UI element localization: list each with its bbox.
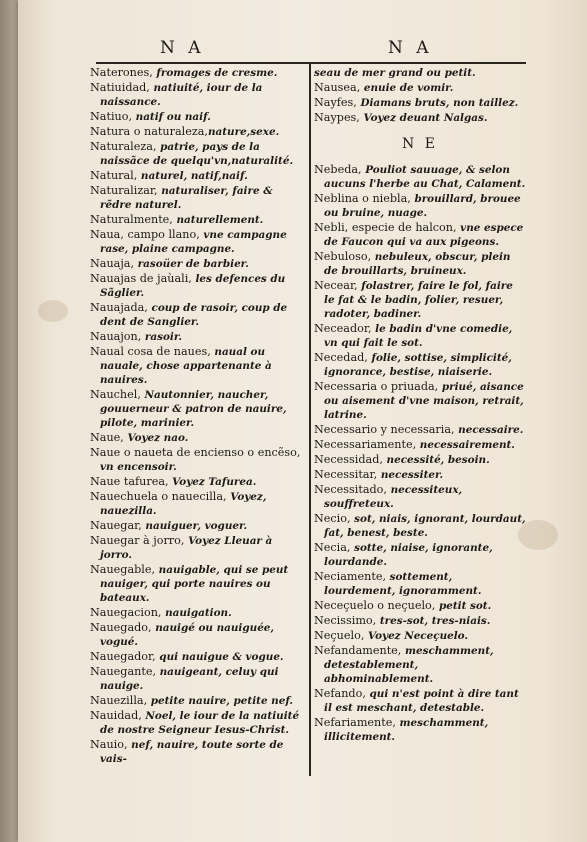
dictionary-entry	[90, 475, 302, 489]
dictionary-entry	[90, 490, 302, 518]
dictionary-entry	[314, 221, 526, 249]
entry-headword: Nefandamente,	[314, 644, 402, 657]
dictionary-entry	[314, 629, 526, 643]
entry-headword: Neblina o niebla,	[314, 192, 411, 205]
entry-headword: Necessariamente,	[314, 438, 417, 451]
entry-definition: nauigé ou nauiguée, vogué.	[100, 622, 275, 648]
entry-definition: brouillard, brouee ou bruine, nuage.	[324, 193, 521, 219]
entry-headword: Necio,	[314, 512, 351, 525]
dictionary-entry	[314, 644, 526, 686]
dictionary-entry	[90, 66, 302, 80]
dictionary-entry	[90, 694, 302, 708]
entry-definition: natiuité, iour de la naissance.	[100, 82, 263, 108]
dictionary-entry	[90, 665, 302, 693]
dictionary-entry	[90, 345, 302, 387]
header-right: N A	[388, 38, 433, 58]
entry-headword: Nauajon,	[90, 330, 142, 343]
entry-headword: Nauegable,	[90, 563, 156, 576]
dictionary-entry	[90, 257, 302, 271]
entry-headword: Nauegante,	[90, 665, 156, 678]
entry-definition: vn encensoir.	[100, 461, 177, 473]
entry-definition: folastrer, faire le fol, faire le fat & le badin, folier, resuer, radoter, badiner.	[324, 280, 513, 320]
dictionary-entry	[314, 66, 526, 80]
right-column	[314, 66, 526, 745]
entry-definition: Voyez Tafurea.	[168, 476, 257, 488]
entry-definition: petite nauire, petite nef.	[147, 695, 294, 707]
dictionary-entry	[90, 213, 302, 227]
entry-headword: Natiuo,	[90, 110, 133, 123]
entry-definition: rasoüer de barbier.	[134, 258, 249, 270]
entry-headword: Necessitar,	[314, 468, 378, 481]
entry-definition: Diamans bruts, non taillez.	[356, 97, 519, 109]
entry-definition: Noel, le iour de la natiuité de nostre Seigneur Iesus-Christ.	[100, 710, 300, 736]
dictionary-entry	[90, 301, 302, 329]
dictionary-entry	[90, 738, 302, 766]
entry-headword: Nefariamente,	[314, 716, 396, 729]
dictionary-entry	[90, 330, 302, 344]
dictionary-entry	[90, 388, 302, 430]
entry-definition: necessiteux, souffreteux.	[324, 484, 463, 510]
entry-definition: naturaliser, faire & rẽdre naturel.	[100, 185, 273, 211]
dictionary-entry	[90, 81, 302, 109]
dictionary-entry	[90, 606, 302, 620]
dictionary-entry	[314, 687, 526, 715]
entry-headword: Naypes,	[314, 111, 360, 124]
entry-headword: Nauegar,	[90, 519, 142, 532]
entry-headword: Nauajas de jaùali,	[90, 272, 192, 285]
paper-stain	[38, 300, 68, 322]
entry-headword: Natiuidad,	[90, 81, 150, 94]
entry-headword: Natural,	[90, 169, 138, 182]
entry-headword: Naterones,	[90, 66, 153, 79]
entry-headword: Nauegar à jorro,	[90, 534, 185, 547]
entry-headword: Neceçuelo o neçuelo,	[314, 599, 436, 612]
entry-definition: priué, aisance ou aisement d'vne maison, retrait, latrine.	[324, 381, 524, 421]
dictionary-entry	[90, 169, 302, 183]
entry-headword: Nauegacion,	[90, 606, 162, 619]
entry-headword: Nauegado,	[90, 621, 152, 634]
entry-definition: nauigation.	[161, 607, 232, 619]
dictionary-entry	[314, 192, 526, 220]
entry-definition: nature,sexe.	[207, 126, 280, 138]
dictionary-entry	[314, 96, 526, 110]
entry-definition: vne espece de Faucon qui va aux pigeons.	[324, 222, 524, 248]
dictionary-entry	[90, 519, 302, 533]
entry-definition: meschamment, detestablement, abhominablement.	[324, 645, 494, 685]
dictionary-entry	[314, 438, 526, 452]
entry-definition: necessiter.	[377, 469, 444, 481]
entry-headword: Nauidad,	[90, 709, 142, 722]
dictionary-entry	[314, 570, 526, 598]
entry-definition: fromages de cresme.	[152, 67, 278, 79]
entry-headword: Naue,	[90, 431, 124, 444]
entry-definition: nauiguer, voguer.	[141, 520, 248, 532]
dictionary-entry	[314, 351, 526, 379]
entry-headword: Necissimo,	[314, 614, 377, 627]
dictionary-entry	[314, 250, 526, 278]
dictionary-entry	[314, 541, 526, 569]
dictionary-entry	[314, 512, 526, 540]
dictionary-entry	[90, 228, 302, 256]
entry-definition: folie, sottise, simplicité, ignorance, bestise, niaiserie.	[324, 352, 512, 378]
entry-headword: Natura o naturaleza,	[90, 125, 208, 138]
entry-headword: Nauaja,	[90, 257, 135, 270]
entry-definition: qui n'est point à dire tant il est meschant, detestable.	[324, 688, 519, 714]
entry-definition: tres-sot, tres-niais.	[376, 615, 491, 627]
dictionary-entry	[314, 423, 526, 437]
entry-headword: Naual cosa de naues,	[90, 345, 211, 358]
entry-definition: naturel, natif,naif.	[137, 170, 248, 182]
header-rule	[96, 62, 526, 64]
entry-definition: seau de mer grand ou petit.	[314, 67, 476, 79]
dictionary-entry	[90, 431, 302, 445]
dictionary-entry	[314, 81, 526, 95]
entry-definition: Voyez Lleuar à jorro.	[100, 535, 273, 561]
entry-definition: nebuleux, obscur, plein de brouillarts, bruineux.	[324, 251, 511, 277]
entry-definition: petit sot.	[435, 600, 492, 612]
entry-definition: rasoir.	[141, 331, 183, 343]
entry-definition: coup de rasoir, coup de dent de Sanglier.	[100, 302, 288, 328]
entry-headword: Neciamente,	[314, 570, 387, 583]
entry-headword: Necessaria o priuada,	[314, 380, 439, 393]
dictionary-entry	[314, 453, 526, 467]
entry-headword: Necessitado,	[314, 483, 387, 496]
entry-headword: Necear,	[314, 279, 358, 292]
entry-definition: Voyez Neceçuelo.	[364, 630, 469, 642]
entry-headword: Nebli, especie de halcon,	[314, 221, 457, 234]
entry-definition: Voyez deuant Nalgas.	[359, 112, 488, 124]
entry-definition: nef, nauire, toute sorte de vais-	[100, 739, 284, 765]
header-left: N A	[160, 38, 205, 58]
entry-definition: necessité, besoin.	[382, 454, 490, 466]
entry-headword: Necia,	[314, 541, 351, 554]
entry-headword: Naturalmente,	[90, 213, 173, 226]
dictionary-entry	[90, 140, 302, 168]
dictionary-entry	[90, 184, 302, 212]
entry-headword: Nauajada,	[90, 301, 148, 314]
dictionary-entry	[90, 534, 302, 562]
entry-definition: sotte, niaise, ignorante, lourdande.	[324, 542, 493, 568]
dictionary-entry	[314, 468, 526, 482]
entry-headword: Naua, campo llano,	[90, 228, 200, 241]
entry-headword: Naue o naueta de encienso o encẽso,	[90, 446, 301, 459]
entry-headword: Nauchel,	[90, 388, 141, 401]
dictionary-entry	[314, 163, 526, 191]
entry-definition: nauigable, qui se peut nauiger, qui porte nauires ou bateaux.	[100, 564, 289, 604]
entry-headword: Nauezilla,	[90, 694, 148, 707]
dictionary-entry	[90, 110, 302, 124]
entry-definition: sot, niais, ignorant, lourdaut, fat, benest, beste.	[324, 513, 526, 539]
entry-definition: nauigeant, celuy qui nauige.	[100, 666, 279, 692]
entry-definition: meschamment, illicitement.	[324, 717, 489, 743]
entry-headword: Nebuloso,	[314, 250, 372, 263]
page-gutter-shadow	[0, 0, 18, 842]
dictionary-entry	[314, 111, 526, 125]
running-header	[96, 0, 522, 62]
dictionary-entry	[314, 614, 526, 628]
entry-headword: Neçuelo,	[314, 629, 365, 642]
entry-headword: Nauio,	[90, 738, 128, 751]
entry-definition: Voyez nao.	[123, 432, 189, 444]
dictionary-entry	[90, 446, 302, 474]
entry-headword: Naue tafurea,	[90, 475, 169, 488]
entry-definition: natif ou naif.	[132, 111, 211, 123]
entry-definition: qui nauigue & vogue.	[155, 651, 284, 663]
section-heading: N E	[402, 136, 438, 152]
left-column	[90, 66, 302, 767]
entry-definition: sottement, lourdement, ignoramment.	[324, 571, 482, 597]
entry-headword: Necessario y necessaria,	[314, 423, 455, 436]
entry-definition: vne campagne rase, plaine campagne.	[100, 229, 287, 255]
dictionary-entry	[314, 599, 526, 613]
entry-definition: necessaire.	[454, 424, 524, 436]
dictionary-entry	[314, 483, 526, 511]
entry-headword: Nefando,	[314, 687, 366, 700]
entry-headword: Nauegador,	[90, 650, 156, 663]
dictionary-entry	[314, 322, 526, 350]
dictionary-entry	[90, 125, 302, 139]
column-divider	[309, 64, 311, 776]
entry-definition: Voyez, nauezilla.	[100, 491, 267, 517]
entry-definition: naual ou nauale, chose appartenante à nauires.	[100, 346, 272, 386]
entry-definition: naturellement.	[172, 214, 264, 226]
entry-definition: Nautonnier, naucher, gouuerneur & patron de nauire, pilote, marinier.	[100, 389, 287, 429]
entry-definition: le badin d'vne comedie, vn qui fait le sot.	[324, 323, 513, 349]
dictionary-entry	[90, 621, 302, 649]
dictionary-entry	[314, 279, 526, 321]
entry-headword: Neceador,	[314, 322, 372, 335]
dictionary-entry	[314, 716, 526, 744]
dictionary-entry	[90, 563, 302, 605]
dictionary-entry	[90, 709, 302, 737]
entry-headword: Nebeda,	[314, 163, 362, 176]
entry-definition: patrie, pays de la naissãce de quelqu'vn,naturalité.	[100, 141, 294, 167]
entry-definition: enuie de vomir.	[360, 82, 454, 94]
entry-headword: Nausea,	[314, 81, 361, 94]
entry-headword: Necessidad,	[314, 453, 383, 466]
entry-headword: Naturaleza,	[90, 140, 157, 153]
entry-headword: Naturalizar,	[90, 184, 158, 197]
dictionary-entry	[90, 272, 302, 300]
entry-headword: Necedad,	[314, 351, 368, 364]
entry-definition: les defences du Sãglier.	[100, 273, 286, 299]
entry-definition: necessairement.	[416, 439, 515, 451]
entry-definition: Pouliot sauuage, & selon aucuns l'herbe au Chat, Calament.	[324, 164, 526, 190]
dictionary-entry	[90, 650, 302, 664]
entry-headword: Nauechuela o nauecilla,	[90, 490, 227, 503]
entry-headword: Nayfes,	[314, 96, 357, 109]
dictionary-entry	[314, 380, 526, 422]
